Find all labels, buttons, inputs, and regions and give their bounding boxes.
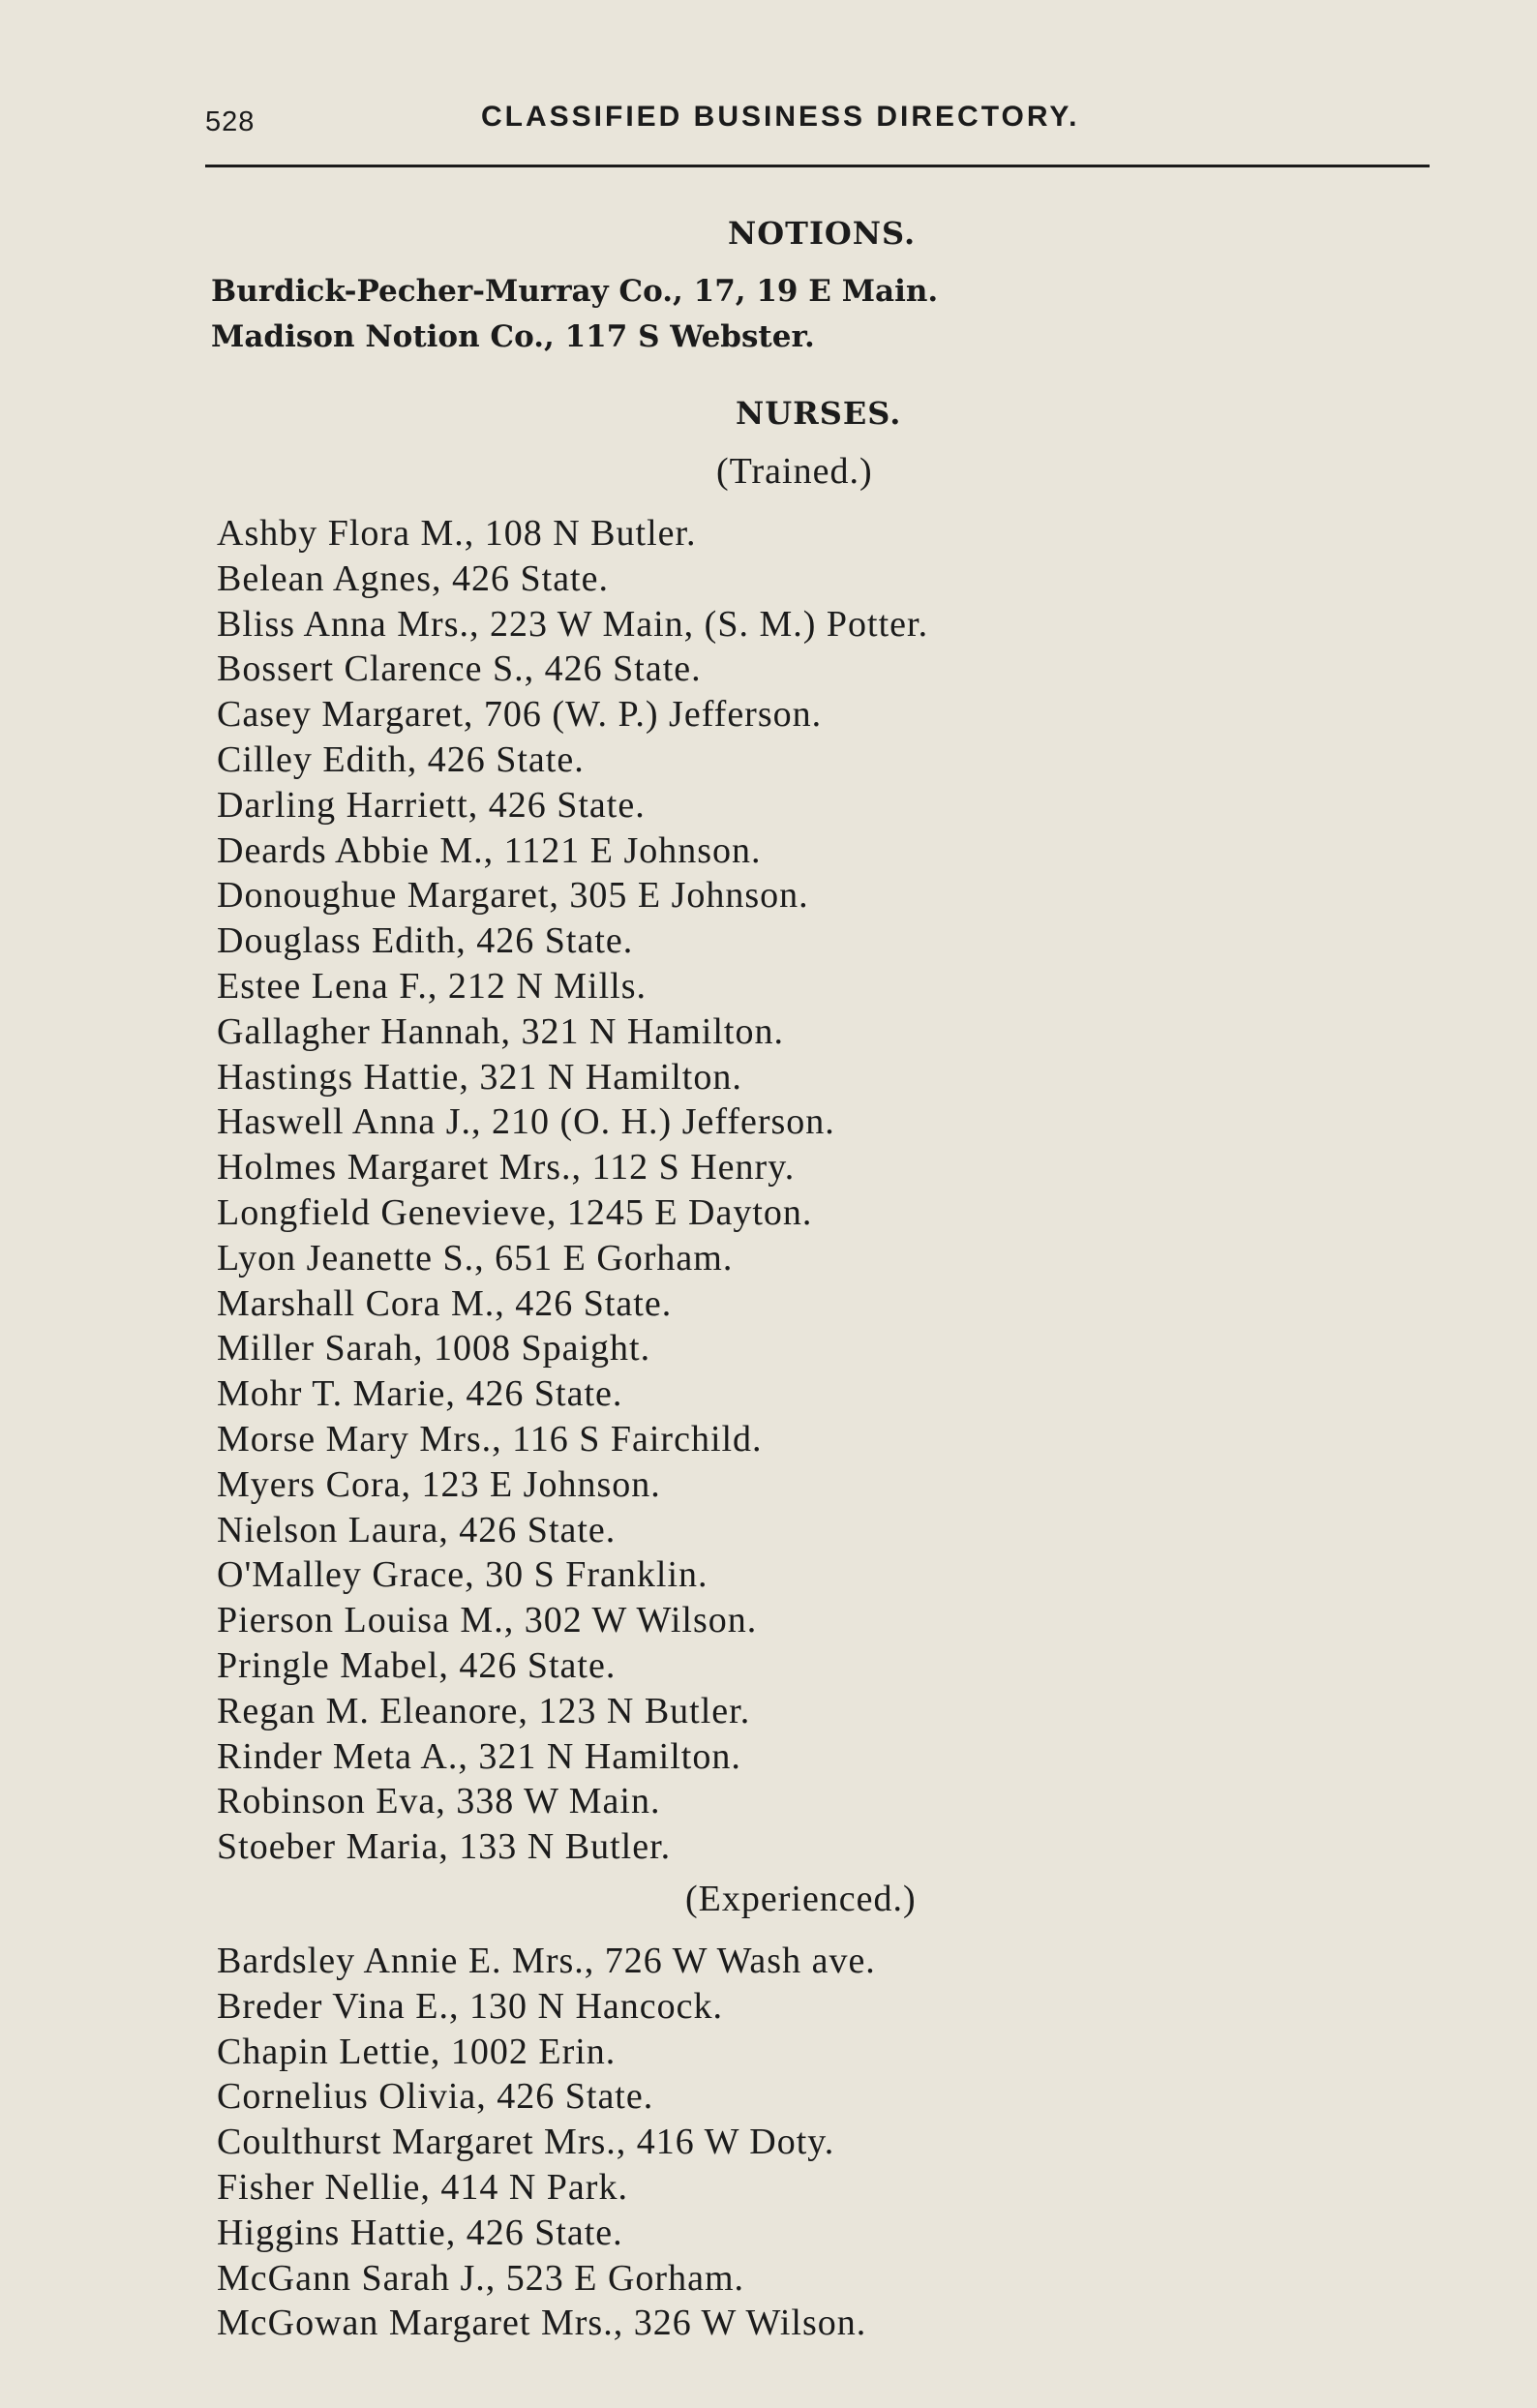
list-item: Deards Abbie M., 1121 E Johnson. — [217, 829, 762, 871]
list-item: Breder Vina E., 130 N Hancock. — [217, 1985, 723, 2027]
list-item: Cilley Edith, 426 State. — [217, 738, 585, 780]
header-rule — [205, 165, 1430, 167]
list-item: Pierson Louisa M., 302 W Wilson. — [217, 1600, 758, 1641]
list-item: McGowan Margaret Mrs., 326 W Wilson. — [217, 2303, 867, 2344]
list-item: Belean Agnes, 426 State. — [217, 557, 609, 599]
nurses-heading: NURSES. — [736, 395, 902, 432]
list-item: Regan M. Eleanore, 123 N Butler. — [217, 1690, 751, 1731]
list-item: Coulthurst Margaret Mrs., 416 W Doty. — [217, 2122, 835, 2163]
list-item: Estee Lena F., 212 N Mills. — [217, 965, 648, 1007]
experienced-nurses-list — [217, 1939, 876, 2346]
list-item: Gallagher Hannah, 321 N Hamilton. — [217, 1010, 784, 1052]
list-item: Douglass Edith, 426 State. — [217, 920, 634, 962]
list-item: Higgins Hattie, 426 State. — [217, 2212, 623, 2253]
list-item: Morse Mary Mrs., 116 S Fairchild. — [217, 1418, 763, 1460]
list-item: Madison Notion Co., 117 S Webster. — [211, 319, 815, 354]
list-item: Darling Harriett, 426 State. — [217, 784, 646, 826]
list-item: Lyon Jeanette S., 651 E Gorham. — [217, 1237, 734, 1279]
list-item: O'Malley Grace, 30 S Franklin. — [217, 1554, 708, 1596]
page-number: 528 — [205, 106, 256, 137]
notions-heading: NOTIONS. — [728, 215, 917, 252]
list-item: Holmes Margaret Mrs., 112 S Henry. — [217, 1147, 796, 1189]
list-item: Haswell Anna J., 210 (O. H.) Jefferson. — [217, 1101, 835, 1143]
list-item: Rinder Meta A., 321 N Hamilton. — [217, 1735, 741, 1777]
trained-nurses-list — [217, 511, 928, 1870]
list-item: McGann Sarah J., 523 E Gorham. — [217, 2257, 745, 2299]
page-title: CLASSIFIED BUSINESS DIRECTORY. — [481, 101, 1080, 133]
list-item: Fisher Nellie, 414 N Park. — [217, 2166, 628, 2208]
list-item: Hastings Hattie, 321 N Hamilton. — [217, 1056, 742, 1098]
list-item: Myers Cora, 123 E Johnson. — [217, 1463, 661, 1505]
list-item: Pringle Mabel, 426 State. — [217, 1644, 617, 1686]
list-item: Ashby Flora M., 108 N Butler. — [217, 513, 697, 554]
list-item: Marshall Cora M., 426 State. — [217, 1282, 673, 1324]
trained-subheading: (Trained.) — [716, 451, 873, 492]
page-header — [205, 101, 1432, 149]
list-item: Bliss Anna Mrs., 223 W Main, (S. M.) Potter. — [217, 603, 929, 645]
list-item: Miller Sarah, 1008 Spaight. — [217, 1328, 651, 1370]
list-item: Stoeber Maria, 133 N Butler. — [217, 1826, 672, 1868]
list-item: Mohr T. Marie, 426 State. — [217, 1373, 623, 1415]
notions-list — [211, 269, 938, 360]
list-item: Casey Margaret, 706 (W. P.) Jefferson. — [217, 694, 823, 736]
list-item: Chapin Lettie, 1002 Erin. — [217, 2031, 617, 2072]
list-item: Longfield Genevieve, 1245 E Dayton. — [217, 1191, 813, 1233]
list-item: Cornelius Olivia, 426 State. — [217, 2076, 654, 2118]
list-item: Bardsley Annie E. Mrs., 726 W Wash ave. — [217, 1941, 876, 1981]
experienced-subheading: (Experienced.) — [685, 1879, 917, 1919]
list-item: Bossert Clarence S., 426 State. — [217, 648, 702, 690]
list-item: Robinson Eva, 338 W Main. — [217, 1781, 661, 1822]
list-item: Burdick-Pecher-Murray Co., 17, 19 E Main. — [211, 274, 939, 309]
list-item: Donoughue Margaret, 305 E Johnson. — [217, 875, 809, 917]
list-item: Nielson Laura, 426 State. — [217, 1509, 617, 1550]
